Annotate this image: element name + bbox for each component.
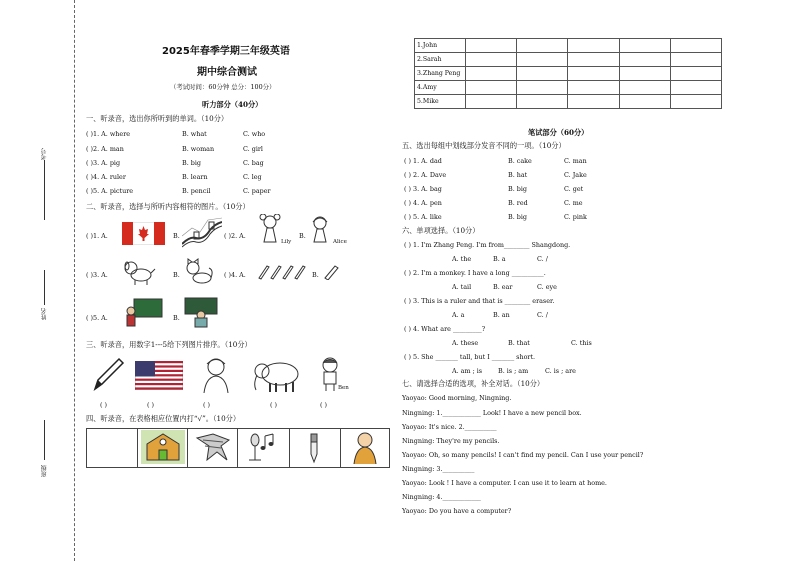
kaohao-line bbox=[44, 160, 45, 220]
s1-q1-c: C. who bbox=[243, 130, 266, 138]
s5-q1-b: B. cake bbox=[508, 157, 532, 165]
s1-q2-c: C. girl bbox=[243, 145, 263, 153]
table-row bbox=[415, 39, 722, 53]
table-row bbox=[415, 95, 722, 109]
table-cell-name: 5.Mike bbox=[415, 95, 466, 109]
s6-q3: ( ) 3. This is a ruler and that is ________ eraser. bbox=[404, 297, 555, 305]
check-cell[interactable] bbox=[670, 53, 721, 67]
scarf-clothes-image bbox=[193, 432, 233, 462]
s3-paren-4: ( ) bbox=[270, 401, 278, 409]
banji-line bbox=[44, 420, 45, 460]
s7-line-6: Ningning: 3.__________ bbox=[402, 465, 475, 473]
s6-q1: ( ) 1. I'm Zhang Peng. I'm from________ Shangdong. bbox=[404, 241, 571, 249]
pen-image bbox=[295, 430, 335, 464]
s3-paren-1: ( ) bbox=[100, 401, 108, 409]
check-cell[interactable] bbox=[466, 39, 517, 53]
check-cell[interactable] bbox=[517, 81, 568, 95]
s5-q3-b: B. big bbox=[508, 185, 527, 193]
check-cell[interactable] bbox=[670, 39, 721, 53]
check-cell[interactable] bbox=[517, 67, 568, 81]
margin-banji: 班级 bbox=[41, 465, 48, 477]
s5-q4: ( ) 4. A. pen bbox=[404, 199, 442, 207]
s1-q5: ( )5. A. picture bbox=[86, 187, 134, 195]
s1-q4-b: B. learn bbox=[182, 173, 208, 181]
canada-flag-image bbox=[122, 222, 165, 245]
s1-q4: ( )4. A. ruler bbox=[86, 173, 126, 181]
s6-q1-b: B. a bbox=[493, 255, 506, 263]
pencil-single-image bbox=[323, 264, 341, 280]
s5-title: 五、选出每组中划线部分发音不同的一项。（10分） bbox=[402, 141, 566, 150]
table-cell-name: 3.Zhang Peng bbox=[415, 67, 466, 81]
s2-q4a: ( )4. A. bbox=[224, 271, 246, 279]
elephant-image bbox=[250, 358, 305, 394]
s1-q1: ( )1. A. where bbox=[86, 130, 131, 138]
writing-title: 笔试部分（60分） bbox=[528, 128, 589, 137]
s5-q4-b: B. red bbox=[508, 199, 528, 207]
s1-q1-b: B. what bbox=[182, 130, 207, 138]
s6-q2-c: C. eye bbox=[537, 283, 557, 291]
check-cell[interactable] bbox=[619, 95, 670, 109]
s2-q2a: ( )2. A. bbox=[224, 232, 246, 240]
girl-alice-image bbox=[307, 214, 333, 244]
s6-q1-c: C. / bbox=[537, 255, 548, 263]
teacher-blackboard-image bbox=[124, 297, 164, 327]
cat-image bbox=[183, 258, 213, 286]
s6-q2-a: A. tail bbox=[452, 283, 472, 291]
s1-q3-c: C. bag bbox=[243, 159, 264, 167]
check-cell[interactable] bbox=[670, 67, 721, 81]
s1-q2: ( )2. A. man bbox=[86, 145, 124, 153]
s4-check-table bbox=[414, 38, 722, 109]
s6-q5: ( ) 5. She _______ tall, but I _______ short. bbox=[404, 353, 536, 361]
s2-q2b: B. bbox=[299, 232, 306, 240]
check-cell[interactable] bbox=[466, 67, 517, 81]
s2-q3b: B. bbox=[173, 271, 180, 279]
s2-q5a: ( )5. A. bbox=[86, 314, 108, 322]
lily-label: Lily bbox=[281, 239, 292, 245]
dog-image bbox=[123, 258, 157, 286]
table-cell-name: 2.Sarah bbox=[415, 53, 466, 67]
xingming-line bbox=[44, 270, 45, 305]
check-cell[interactable] bbox=[568, 81, 619, 95]
s6-q5-c: C. is ; are bbox=[545, 367, 576, 375]
check-cell[interactable] bbox=[568, 67, 619, 81]
check-cell[interactable] bbox=[670, 95, 721, 109]
s2-q3a: ( )3. A. bbox=[86, 271, 108, 279]
s7-title: 七、请选择合适的选项，补全对话。（10分） bbox=[402, 379, 545, 388]
s1-q5-b: B. pencil bbox=[182, 187, 211, 195]
binding-line bbox=[74, 0, 75, 561]
check-cell[interactable] bbox=[466, 53, 517, 67]
s5-q2: ( ) 2. A. Dave bbox=[404, 171, 447, 179]
s5-q3-c: C. get bbox=[564, 185, 584, 193]
check-cell[interactable] bbox=[568, 53, 619, 67]
s1-q3: ( )3. A. pig bbox=[86, 159, 121, 167]
pencil-image bbox=[92, 356, 126, 392]
page-subtitle: 期中综合测试 bbox=[197, 67, 257, 78]
s6-q2: ( ) 2. I'm a monkey. I have a long __________. bbox=[404, 269, 546, 277]
check-cell[interactable] bbox=[670, 81, 721, 95]
microphone-music-image bbox=[243, 430, 283, 464]
s5-q5: ( ) 5. A. like bbox=[404, 213, 442, 221]
s5-q1-c: C. man bbox=[564, 157, 587, 165]
table-row bbox=[415, 67, 722, 81]
s6-q3-b: B. an bbox=[493, 311, 510, 319]
check-cell[interactable] bbox=[517, 39, 568, 53]
s2-q5b: B. bbox=[173, 314, 180, 322]
school-image bbox=[141, 430, 185, 464]
s6-q4-c: C. this bbox=[571, 339, 592, 347]
check-cell[interactable] bbox=[619, 67, 670, 81]
s4-title: 四、听录音，在表格相应位置内打“√”。（10分） bbox=[86, 414, 241, 423]
s5-q2-c: C. Jake bbox=[564, 171, 587, 179]
s5-q2-b: B. hat bbox=[508, 171, 528, 179]
s2-q4b: B. bbox=[312, 271, 319, 279]
classroom-image bbox=[183, 296, 219, 328]
table-row bbox=[415, 53, 722, 67]
page-title: 2025年春季学期三年级英语 bbox=[162, 46, 290, 57]
s2-q1a: ( )1. A. bbox=[86, 232, 108, 240]
usa-flag-image bbox=[135, 361, 183, 390]
check-cell[interactable] bbox=[568, 39, 619, 53]
s6-q4: ( ) 4. What are _________? bbox=[404, 325, 486, 333]
check-cell[interactable] bbox=[619, 53, 670, 67]
table-row bbox=[415, 81, 722, 95]
s3-paren-2: ( ) bbox=[147, 401, 155, 409]
s6-q5-a: A. am ; is bbox=[452, 367, 483, 375]
pencils-image bbox=[257, 262, 307, 280]
s4-picture-row bbox=[86, 428, 390, 468]
s2-q1b: B. bbox=[173, 232, 180, 240]
s7-line-8: Ningning: 4.____________ bbox=[402, 493, 481, 501]
margin-kaohao: 考号 bbox=[41, 148, 48, 160]
s6-q2-b: B. ear bbox=[493, 283, 513, 291]
check-cell[interactable] bbox=[517, 95, 568, 109]
s7-line-2: Ningning: 1.____________ Look! I have a new pencil box. bbox=[402, 409, 582, 417]
s1-title: 一、听录音，选出你所听到的单词。（10分） bbox=[86, 114, 229, 123]
s3-title: 三、听录音，用数字1---5给下列图片排序。（10分） bbox=[86, 340, 252, 349]
s1-q3-b: B. big bbox=[182, 159, 201, 167]
check-cell[interactable] bbox=[619, 39, 670, 53]
check-cell[interactable] bbox=[517, 53, 568, 67]
s6-title: 六、单项选择。（10分） bbox=[402, 226, 480, 235]
s3-paren-5: ( ) bbox=[320, 401, 328, 409]
listening-title: 听力部分（40分） bbox=[202, 100, 263, 109]
s1-q5-c: C. paper bbox=[243, 187, 271, 195]
s5-q4-c: C. me bbox=[564, 199, 583, 207]
s5-q5-b: B. big bbox=[508, 213, 527, 221]
exam-info: （考试时间：60分钟 总分：100分） bbox=[170, 83, 276, 91]
s6-q4-b: B. that bbox=[508, 339, 530, 347]
s3-paren-3: ( ) bbox=[203, 401, 211, 409]
table-cell-name: 1.John bbox=[415, 39, 466, 53]
s1-q2-b: B. woman bbox=[182, 145, 215, 153]
great-wall-image bbox=[182, 216, 222, 248]
s7-line-7: Yaoyao: Look ! I have a computer. I can use it to learn at home. bbox=[402, 479, 607, 487]
girl-lily-image bbox=[258, 214, 282, 244]
check-cell[interactable] bbox=[568, 95, 619, 109]
margin-xingming: 姓名 bbox=[41, 308, 48, 320]
s5-q5-c: C. pink bbox=[564, 213, 587, 221]
s7-line-1: Yaoyao: Good morning, Ningning. bbox=[402, 394, 512, 402]
s6-q1-a: A. the bbox=[452, 255, 472, 263]
grandma-image bbox=[198, 355, 234, 395]
table-cell-name: 4.Amy bbox=[415, 81, 466, 95]
alice-label: Alice bbox=[333, 239, 347, 245]
s7-line-4: Ningning: They're my pencils. bbox=[402, 437, 500, 445]
check-cell[interactable] bbox=[466, 81, 517, 95]
s6-q4-a: A. these bbox=[452, 339, 479, 347]
s6-q3-c: C. / bbox=[537, 311, 548, 319]
s1-q4-c: C. leg bbox=[243, 173, 262, 181]
s7-line-3: Yaoyao: It's nice. 2.__________ bbox=[402, 423, 497, 431]
s6-q3-a: A. a bbox=[452, 311, 465, 319]
s6-q5-b: B. is ; am bbox=[498, 367, 529, 375]
s2-title: 二、听录音，选择与所听内容相符的图片。（10分） bbox=[86, 202, 250, 211]
check-cell[interactable] bbox=[466, 95, 517, 109]
s5-q1: ( ) 1. A. dad bbox=[404, 157, 442, 165]
ben-label: Ben bbox=[338, 385, 349, 391]
grandpa-image bbox=[346, 430, 384, 464]
s7-line-5: Yaoyao: Oh, so many pencils! I can't find my pencil. Can I use your pencil? bbox=[402, 451, 644, 459]
s5-q3: ( ) 3. A. bag bbox=[404, 185, 442, 193]
s7-line-9: Yaoyao: Do you have a computer? bbox=[402, 507, 512, 515]
check-cell[interactable] bbox=[619, 81, 670, 95]
